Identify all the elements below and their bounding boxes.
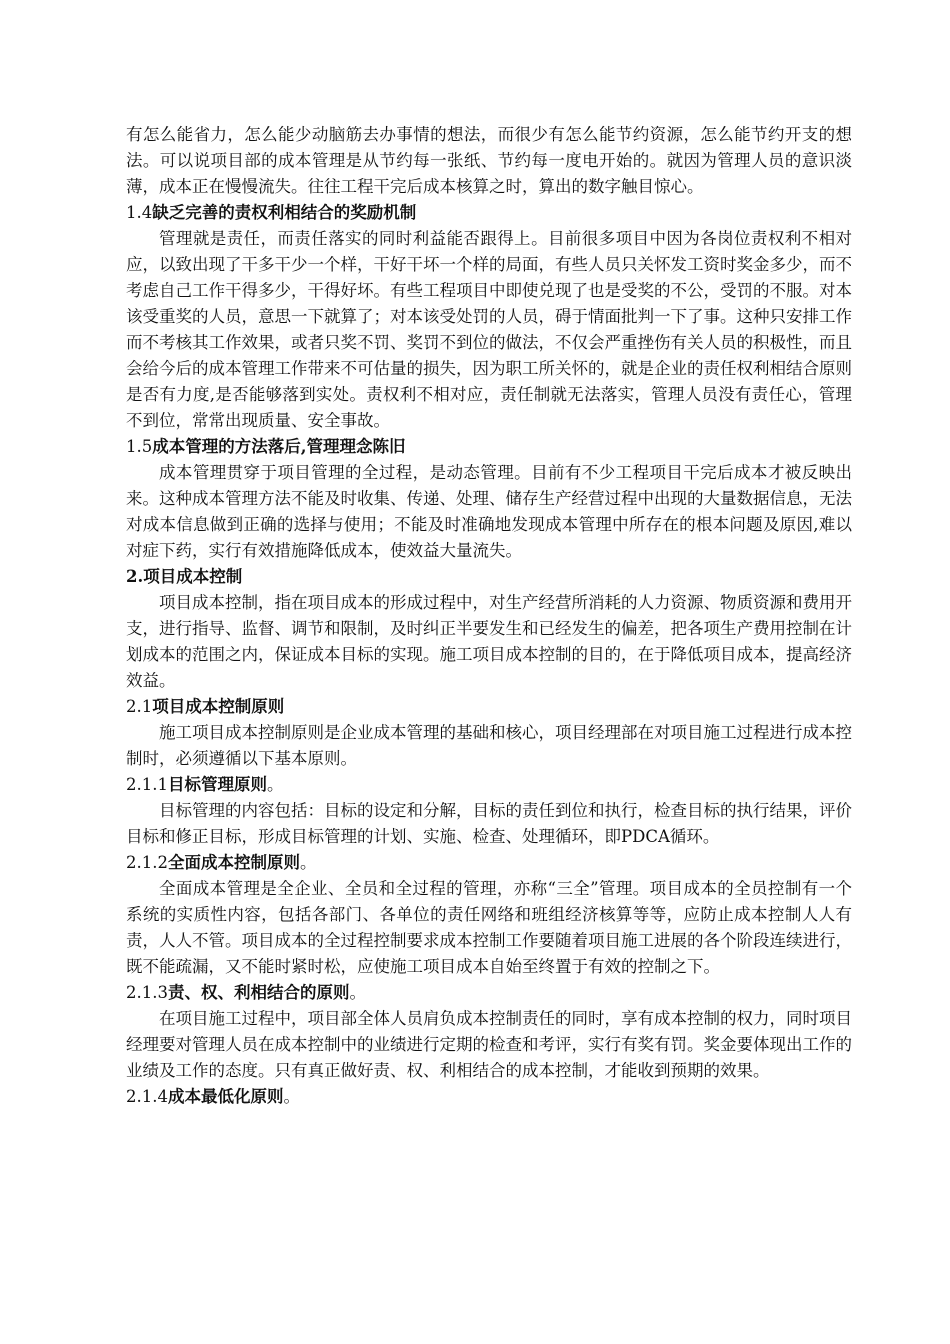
section-number: 1.4 [126,203,153,222]
paragraph: 全面成本管理是全企业、全员和全过程的管理，亦称“三全”管理。项目成本的全员控制有一个系统的实质性内容，包括各部门、各单位的责任网络和班组经济核算等等，应防止成本控制人人有责，人人不管。项目成本的全过程控制要求成本控制工作要随着项目施工进展的各个阶段连续进行，既不能疏漏，又不能时紧时松，应使施工项目成本自始至终置于有效的控制之下。 [126,879,852,976]
section-title: 成本管理的方法落后,管理理念陈旧 [152,437,406,456]
section-title: 成本最低化原则 [167,1087,284,1106]
section-title-punctuation: 。 [299,853,317,872]
section-title: 责、权、利相结合的原则 [167,983,350,1002]
paragraph: 有怎么能省力，怎么能少动脑筋去办事情的想法，而很少有怎么能节约资源，怎么能节约开支的想法。可以说项目部的成本管理是从节约每一张纸、节约每一度电开始的。就因为管理人员的意识淡薄，成本正在慢慢流失。往往工程干完后成本核算之时，算出的数字触目惊心。 [126,125,852,196]
section-heading [126,200,852,226]
section-number: 2.1 [126,697,153,716]
paragraph: 在项目施工过程中，项目部全体人员肩负成本控制责任的同时，享有成本控制的权力，同时项目经理要对管理人员在成本控制中的业绩进行定期的检查和考评，实行有奖有罚。奖金要体现出工作的业绩及工作的态度。只有真正做好责、权、利相结合的成本控制，才能收到预期的效果。 [126,1009,852,1080]
section-heading [126,980,852,1006]
section-number: 2.1.2 [126,853,168,872]
section-number: 1.5 [126,437,153,456]
section-number: 2.1.1 [126,775,168,794]
paragraph: 目标管理的内容包括：目标的设定和分解，目标的责任到位和执行，检查目标的执行结果，评价目标和修正目标，形成目标管理的计划、实施、检查、处理循环，即PDCA循环。 [126,801,852,846]
section-heading [126,694,852,720]
paragraph: 施工项目成本控制原则是企业成本管理的基础和核心，项目经理部在对项目施工过程进行成本控制时，必须遵循以下基本原则。 [126,723,852,768]
section-title: 缺乏完善的责权利相结合的奖励机制 [152,203,417,222]
section-number: 2.1.3 [126,983,168,1002]
section-number: 2.1.4 [126,1087,168,1106]
paragraph: 成本管理贯穿于项目管理的全过程，是动态管理。目前有不少工程项目干完后成本才被反映出来。这种成本管理方法不能及时收集、传递、处理、储存生产经营过程中出现的大量数据信息，无法对成本信息做到正确的选择与使用；不能及时准确地发现成本管理中所存在的根本问题及原因,难以对症下药，实行有效措施降低成本，使效益大量流失。 [126,463,852,560]
section-title-punctuation: 。 [266,775,284,794]
section-title: 项目成本控制原则 [152,697,285,716]
section-heading [126,850,852,876]
document-body [126,122,852,1110]
section-title: 目标管理原则 [167,775,267,794]
section-heading [126,1084,852,1110]
section-heading [126,434,852,460]
section-title: 全面成本控制原则 [167,853,300,872]
section-heading [126,564,852,590]
section-title-punctuation: 。 [349,983,366,1002]
section-title-punctuation: 。 [283,1087,300,1106]
section-heading [126,772,852,798]
paragraph: 项目成本控制，指在项目成本的形成过程中，对生产经营所消耗的人力资源、物质资源和费用开支，进行指导、监督、调节和限制，及时纠正半要发生和已经发生的偏差，把各项生产费用控制在计划成本的范围之内，保证成本目标的实现。施工项目成本控制的目的，在于降低项目成本，提高经济效益。 [126,593,852,690]
paragraph: 管理就是责任，而责任落实的同时利益能否跟得上。目前很多项目中因为各岗位责权利不相对应，以致出现了干多干少一个样，干好干坏一个样的局面，有些人员只关怀发工资时奖金多少，而不考虑自己工作干得多少，干得好坏。有些工程项目中即使兑现了也是受奖的不公，受罚的不服。对本该受重奖的人员，意思一下就算了；对本该受处罚的人员，碍于情面批判一下了事。这种只安排工作而不考核其工作效果，或者只奖不罚、奖罚不到位的做法，不仅会严重挫伤有关人员的积极性，而且会给今后的成本管理工作带来不可估量的损失，因为职工所关怀的，就是企业的责任权利相结合原则是否有力度,是否能够落到实处。责权利不相对应，责任制就无法落实，管理人员没有责任心，管理不到位，常常出现质量、安全事故。 [126,229,852,430]
section-title: 2.项目成本控制 [126,567,243,586]
